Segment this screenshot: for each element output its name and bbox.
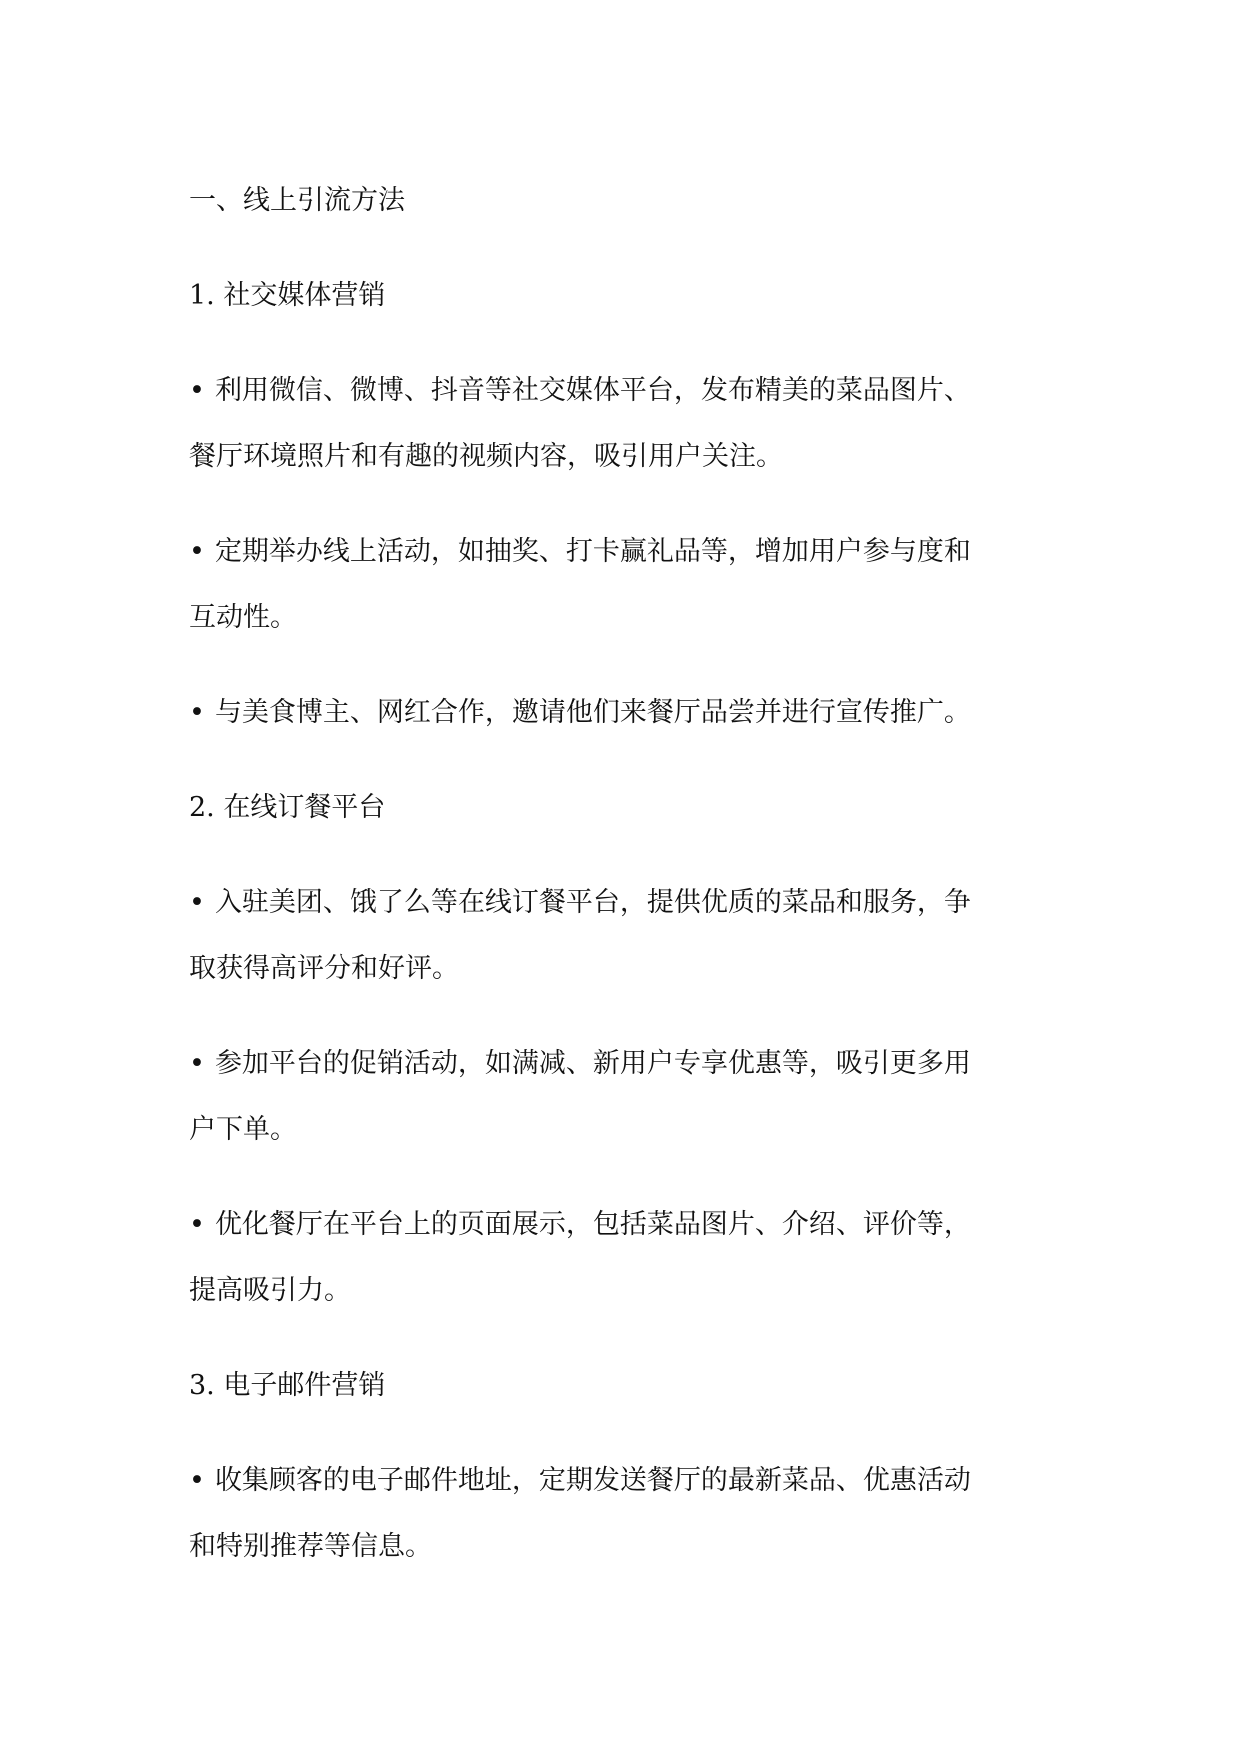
bullet-icon: •: [189, 697, 205, 728]
bullet-continuation: 户下单。: [189, 1114, 297, 1145]
bullet-item: [189, 680, 1049, 746]
bullet-icon: •: [189, 887, 205, 918]
subsection-title: 2. 在线订餐平台: [189, 792, 386, 823]
section-title: 一、线上引流方法: [189, 185, 405, 216]
bullet-item: [189, 1192, 1049, 1258]
bullet-icon: •: [189, 1209, 205, 1240]
bullet-icon: •: [189, 375, 205, 406]
subsection-title: 1. 社交媒体营销: [189, 280, 386, 311]
bullet-text: 收集顾客的电子邮件地址，定期发送餐厅的最新菜品、优惠活动: [214, 1465, 971, 1496]
bullet-continuation: 互动性。: [189, 602, 297, 633]
bullet-continuation: 和特别推荐等信息。: [189, 1531, 432, 1562]
bullet-icon: •: [189, 1048, 205, 1079]
bullet-item: [189, 519, 1049, 585]
bullet-text: 入驻美团、饿了么等在线订餐平台，提供优质的菜品和服务，争: [214, 887, 971, 918]
bullet-item: [189, 1448, 1049, 1514]
bullet-icon: •: [189, 536, 205, 567]
bullet-item: [189, 358, 1049, 424]
bullet-text: 定期举办线上活动，如抽奖、打卡赢礼品等，增加用户参与度和: [214, 536, 971, 567]
bullet-continuation: 提高吸引力。: [189, 1275, 351, 1306]
document-body: [189, 168, 1049, 1580]
subsection-title: 3. 电子邮件营销: [189, 1370, 386, 1401]
bullet-continuation: 餐厅环境照片和有趣的视频内容，吸引用户关注。: [189, 441, 783, 472]
bullet-icon: •: [189, 1465, 205, 1496]
bullet-text: 与美食博主、网红合作，邀请他们来餐厅品尝并进行宣传推广。: [214, 697, 971, 728]
bullet-item: [189, 870, 1049, 936]
bullet-continuation: 取获得高评分和好评。: [189, 953, 459, 984]
bullet-text: 利用微信、微博、抖音等社交媒体平台，发布精美的菜品图片、: [214, 375, 971, 406]
bullet-text: 参加平台的促销活动，如满减、新用户专享优惠等，吸引更多用: [214, 1048, 971, 1079]
bullet-item: [189, 1031, 1049, 1097]
bullet-text: 优化餐厅在平台上的页面展示，包括菜品图片、介绍、评价等，: [214, 1209, 971, 1240]
